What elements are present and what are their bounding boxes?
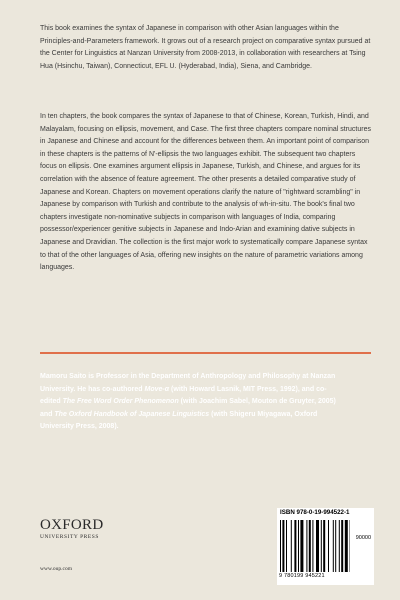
- logo-wordmark: OXFORD: [40, 517, 104, 533]
- barcode-icon: [280, 520, 350, 572]
- logo-subtitle: UNIVERSITY PRESS: [40, 534, 99, 540]
- barcode-bar: [333, 520, 334, 572]
- barcode-digits: 9 780199 945221: [279, 573, 325, 579]
- barcode-bar: [282, 520, 284, 572]
- barcode-bar: [328, 520, 329, 572]
- barcode-bar: [280, 520, 281, 572]
- publisher-url: www.oup.com: [40, 566, 73, 572]
- barcode-bar: [309, 520, 311, 572]
- barcode-bar: [321, 520, 322, 572]
- author-bio-text-4: (with Shigeru Miyagawa, Oxford University Press, 2008).: [40, 410, 318, 431]
- barcode-bar: [306, 520, 307, 572]
- book-title-oxford-handbook: The Oxford Handbook of Japanese Linguistics: [54, 410, 210, 418]
- barcode-bar: [312, 520, 313, 572]
- barcode-bar: [339, 520, 340, 572]
- author-bio: [40, 371, 340, 434]
- book-title-free-word-order: The Free Word Order Phenomenon: [62, 398, 179, 406]
- barcode-bar: [286, 520, 287, 572]
- synopsis-paragraph-1: This book examines the syntax of Japanese in comparison with other Asian languages within the Principles-and-Parameters framework. It grows out of a research project on comparative syntax pursued at the Center for Linguistics at Nanzan University from 2008-2013, in collaboration with researchers at Tsing Hua (Hsinchu, Taiwan), Connecticut, EFL U. (Hyderabad, India), Siena, and Cambridge.: [40, 25, 371, 70]
- oxford-university-press-logo: [40, 517, 120, 540]
- barcode-bar: [316, 520, 319, 572]
- barcode-bar: [298, 520, 299, 572]
- price-code: 90000: [355, 535, 371, 541]
- barcode-bar: [291, 520, 292, 572]
- accent-divider: [40, 352, 371, 354]
- author-bio-text-2: (with Howard Lasnik, MIT Press, 1992), and co-edited: [40, 385, 327, 406]
- author-bio-text-1: Mamoru Saito is Professor in the Department of Anthropology and Philosophy at Nanzan University. He has co-authored: [40, 373, 336, 393]
- book-title-move-alpha: Move-α: [144, 385, 170, 393]
- barcode-bar: [294, 520, 296, 572]
- synopsis-paragraph-2: In ten chapters, the book compares the syntax of Japanese to that of Chinese, Korean, Turkish, Hindi, and Malayalam, focusing on ellipsis, movement, and Case. The first three chapters compare nominal structures in Japanese and Chinese and account for the differences between them. An important point of comparison in these chapters is the patterns of N'-ellipsis the two languages exhibit. The subsequent two chapters focus on ellipsis. One examines argument ellipsis in Japanese, Turkish, and Chinese, and argues for its correlation with the absence of feature agreement. The other presents a detailed comparative study of Japanese and Korean. Chapters on movement operations clarify the nature of "rightward scrambling" in Japanese by comparison with Turkish and contribute to the analysis of wh-in-situ. The book's final two chapters investigate non-nominative subjects in comparison with languages of India, comparing possessor/experiencer genitive subjects in Japanese and Indo-Arian and examining dative subjects in Japanese and Dravidian. The collection is the first major work to systematically compare Japanese syntax to that of the other languages of Asia, offering new insights on the nature of parametric variations among languages.: [40, 113, 371, 272]
- isbn-barcode-block: [277, 508, 374, 585]
- barcode-bar: [300, 520, 303, 572]
- barcode-bar: [341, 520, 343, 572]
- author-bio-text-3: (with Joachim Sabel, Mouton de Gruyter, 2005) and: [40, 398, 336, 418]
- barcode-bar: [335, 520, 336, 572]
- barcode-bar: [345, 520, 348, 572]
- isbn-label: ISBN 978-0-19-994522-1: [280, 509, 350, 516]
- barcode-bar: [323, 520, 325, 572]
